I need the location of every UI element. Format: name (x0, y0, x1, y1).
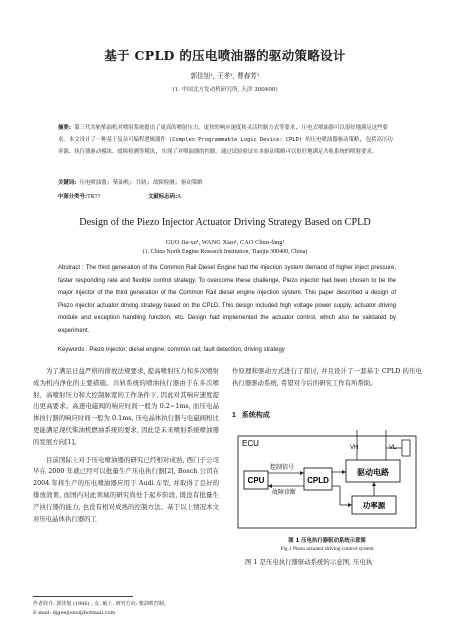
section-title: 系统构成 (241, 412, 270, 419)
abstract-en-text: The third generation of the Common Rail Diesel Engine had the injection system demand of higher inject pressure, faster responding rate and flexible control strategy. To overcome these challenge, Piezo injector had been chosen to be the major injector of the third generation of the Common Rail diesel engine injection system. This paper described a design of Piezo injector actuator driving strategy based on the CPLD. This design included high voltage power supply, actuator driving module and exception handling function, etc. Design had implemented the actuator control, which also be validated by experiment. (58, 265, 397, 334)
body-paragraph: 目前国际上对于压电喷油器的研究已经相对成熟, 西门子公司早在 2000 年就已经可以批量生产压电执行器[2], Bosch 公司在 2004 年将生产的压电喷油器应用于 Audi 车型, 并取得了良好的排放效果, 而国内对此领域的研究尚处于起步阶段, 既没有批量生产执行器的能力, 也没有相对成熟的控制方法。基于以上情况本文对压电晶体执行器的工 (33, 455, 219, 523)
clc-label: 中图分类号: (58, 194, 88, 200)
abstract-cn-label: 摘要: (58, 125, 71, 131)
figure-caption-en: Fig.1 Piezo actuator driving control system (280, 546, 374, 552)
authors-en: GUO Jia-xu¹, WANG Xiao¹, CAO Chun-fang¹ (165, 239, 285, 246)
abstract-en (58, 262, 396, 338)
fault-label: 故障诊断 (272, 489, 297, 496)
abstract-cn (58, 122, 398, 158)
keywords-cn-text: 压电喷油器; 柴油机; 共轨; 故障检测; 驱动策略 (79, 180, 203, 186)
footnote-rule (33, 596, 133, 597)
paper-title-cn: 基于 CPLD 的压电喷油器的驱动策略设计 (104, 48, 346, 63)
keywords-cn (58, 178, 203, 186)
cpu-label: CPU (247, 476, 265, 485)
keywords-cn-label: 关键词: (58, 180, 77, 186)
cpld-label: CPLD (307, 476, 329, 485)
system-diagram (236, 426, 420, 532)
signal-label: 控制信号 (270, 464, 295, 471)
injector-symbol (402, 440, 410, 456)
classification-line (58, 192, 398, 200)
doc-code-label: 文献标志码: (148, 194, 178, 200)
paper-title-en: Design of the Piezo Injector Actuator Driving Strategy Based on CPLD (79, 217, 371, 228)
body-paragraph: 图 1 是压电执行器驱动系统的示意图, 压电执 (245, 558, 373, 566)
clc-value: TK?? (87, 194, 101, 200)
doc-code-value: A (177, 194, 182, 200)
body-right-column (232, 366, 422, 390)
abstract-en-label: Abstract : (58, 265, 84, 271)
figure-caption-cn: 图 1 压电执行器驱动系统示意图 (288, 538, 366, 544)
body-paragraph: 作原理和驱动方式进行了探讨, 并且设计了一套基于 CPLD 的压电执行器驱动系统, 希望对今后的研究工作有所帮助。 (232, 367, 422, 387)
footnote (33, 600, 169, 618)
abstract-cn-text: 第三代共轨柴油机对喷射系统提出了更高的喷射压力、更快的响应速度和灵活控制方式等要求, 压电式喷油器可以很好地满足这些要求。本文设计了一种基于复杂可编程逻辑器件 (Complex Programmable Logic Device: CPLD) 的压电喷油器驱动策略, 包括高压功率源、执行器驱动模块、故障检测等模块, 实现了对喷油器的控制。通过试验验证实本驱动策略可以很好地满足共轨系统的喷射要求。 (58, 125, 393, 155)
authors-cn: 郭佳旭¹, 王孝¹, 曹春芳¹ (190, 72, 260, 80)
keywords-en-label: Keywords : (58, 347, 88, 353)
footnote-email: E-mail: djgeejiuxu@hotmail.com (33, 610, 116, 616)
power-label: 功率源 (362, 501, 386, 510)
vh-label: VH (350, 445, 359, 451)
ecu-label: ECU (242, 439, 259, 448)
body-paragraph: 为了满足日益严格的排放法规要求, 提高喷射压力和多次喷射成为机内净化的主要措施。共轨系统的喷油执行器由于在多次喷射、高喷射压力和大控制脉宽的工作条件下, 因此对其响应速度提出更高要求。高速电磁阀的响应时间一般为 0.2~1ms, 而压电晶体执行器的响应时间一般为 0.1ms, 压电晶体执行器与电磁阀相比更能满足现代柴油机燃油系统的要求, 因此是未来喷射系统喷油器的发展方向[1]。 (33, 367, 219, 446)
vl-label: VL (389, 445, 397, 451)
keywords-en-text: Piezo injector; diesel engine; common rail; fault detection; driving strategy (89, 347, 285, 353)
keywords-en (58, 347, 285, 353)
driver-label: 驱动电路 (357, 468, 389, 477)
footnote-author: 作者简介: 郭佳旭 (1986) , 女, 硕士, 研究方向: 柴油机控制。 (33, 601, 169, 607)
section-number: 1 (232, 412, 236, 419)
affiliation-cn: (1. 中国北方发动机研究所, 天津 300400) (172, 87, 278, 93)
body-left-column (33, 366, 219, 525)
section-heading (232, 410, 270, 420)
affiliation-en: (1. China North Engine Research Institution, Tianjin 300400, China) (142, 249, 308, 255)
